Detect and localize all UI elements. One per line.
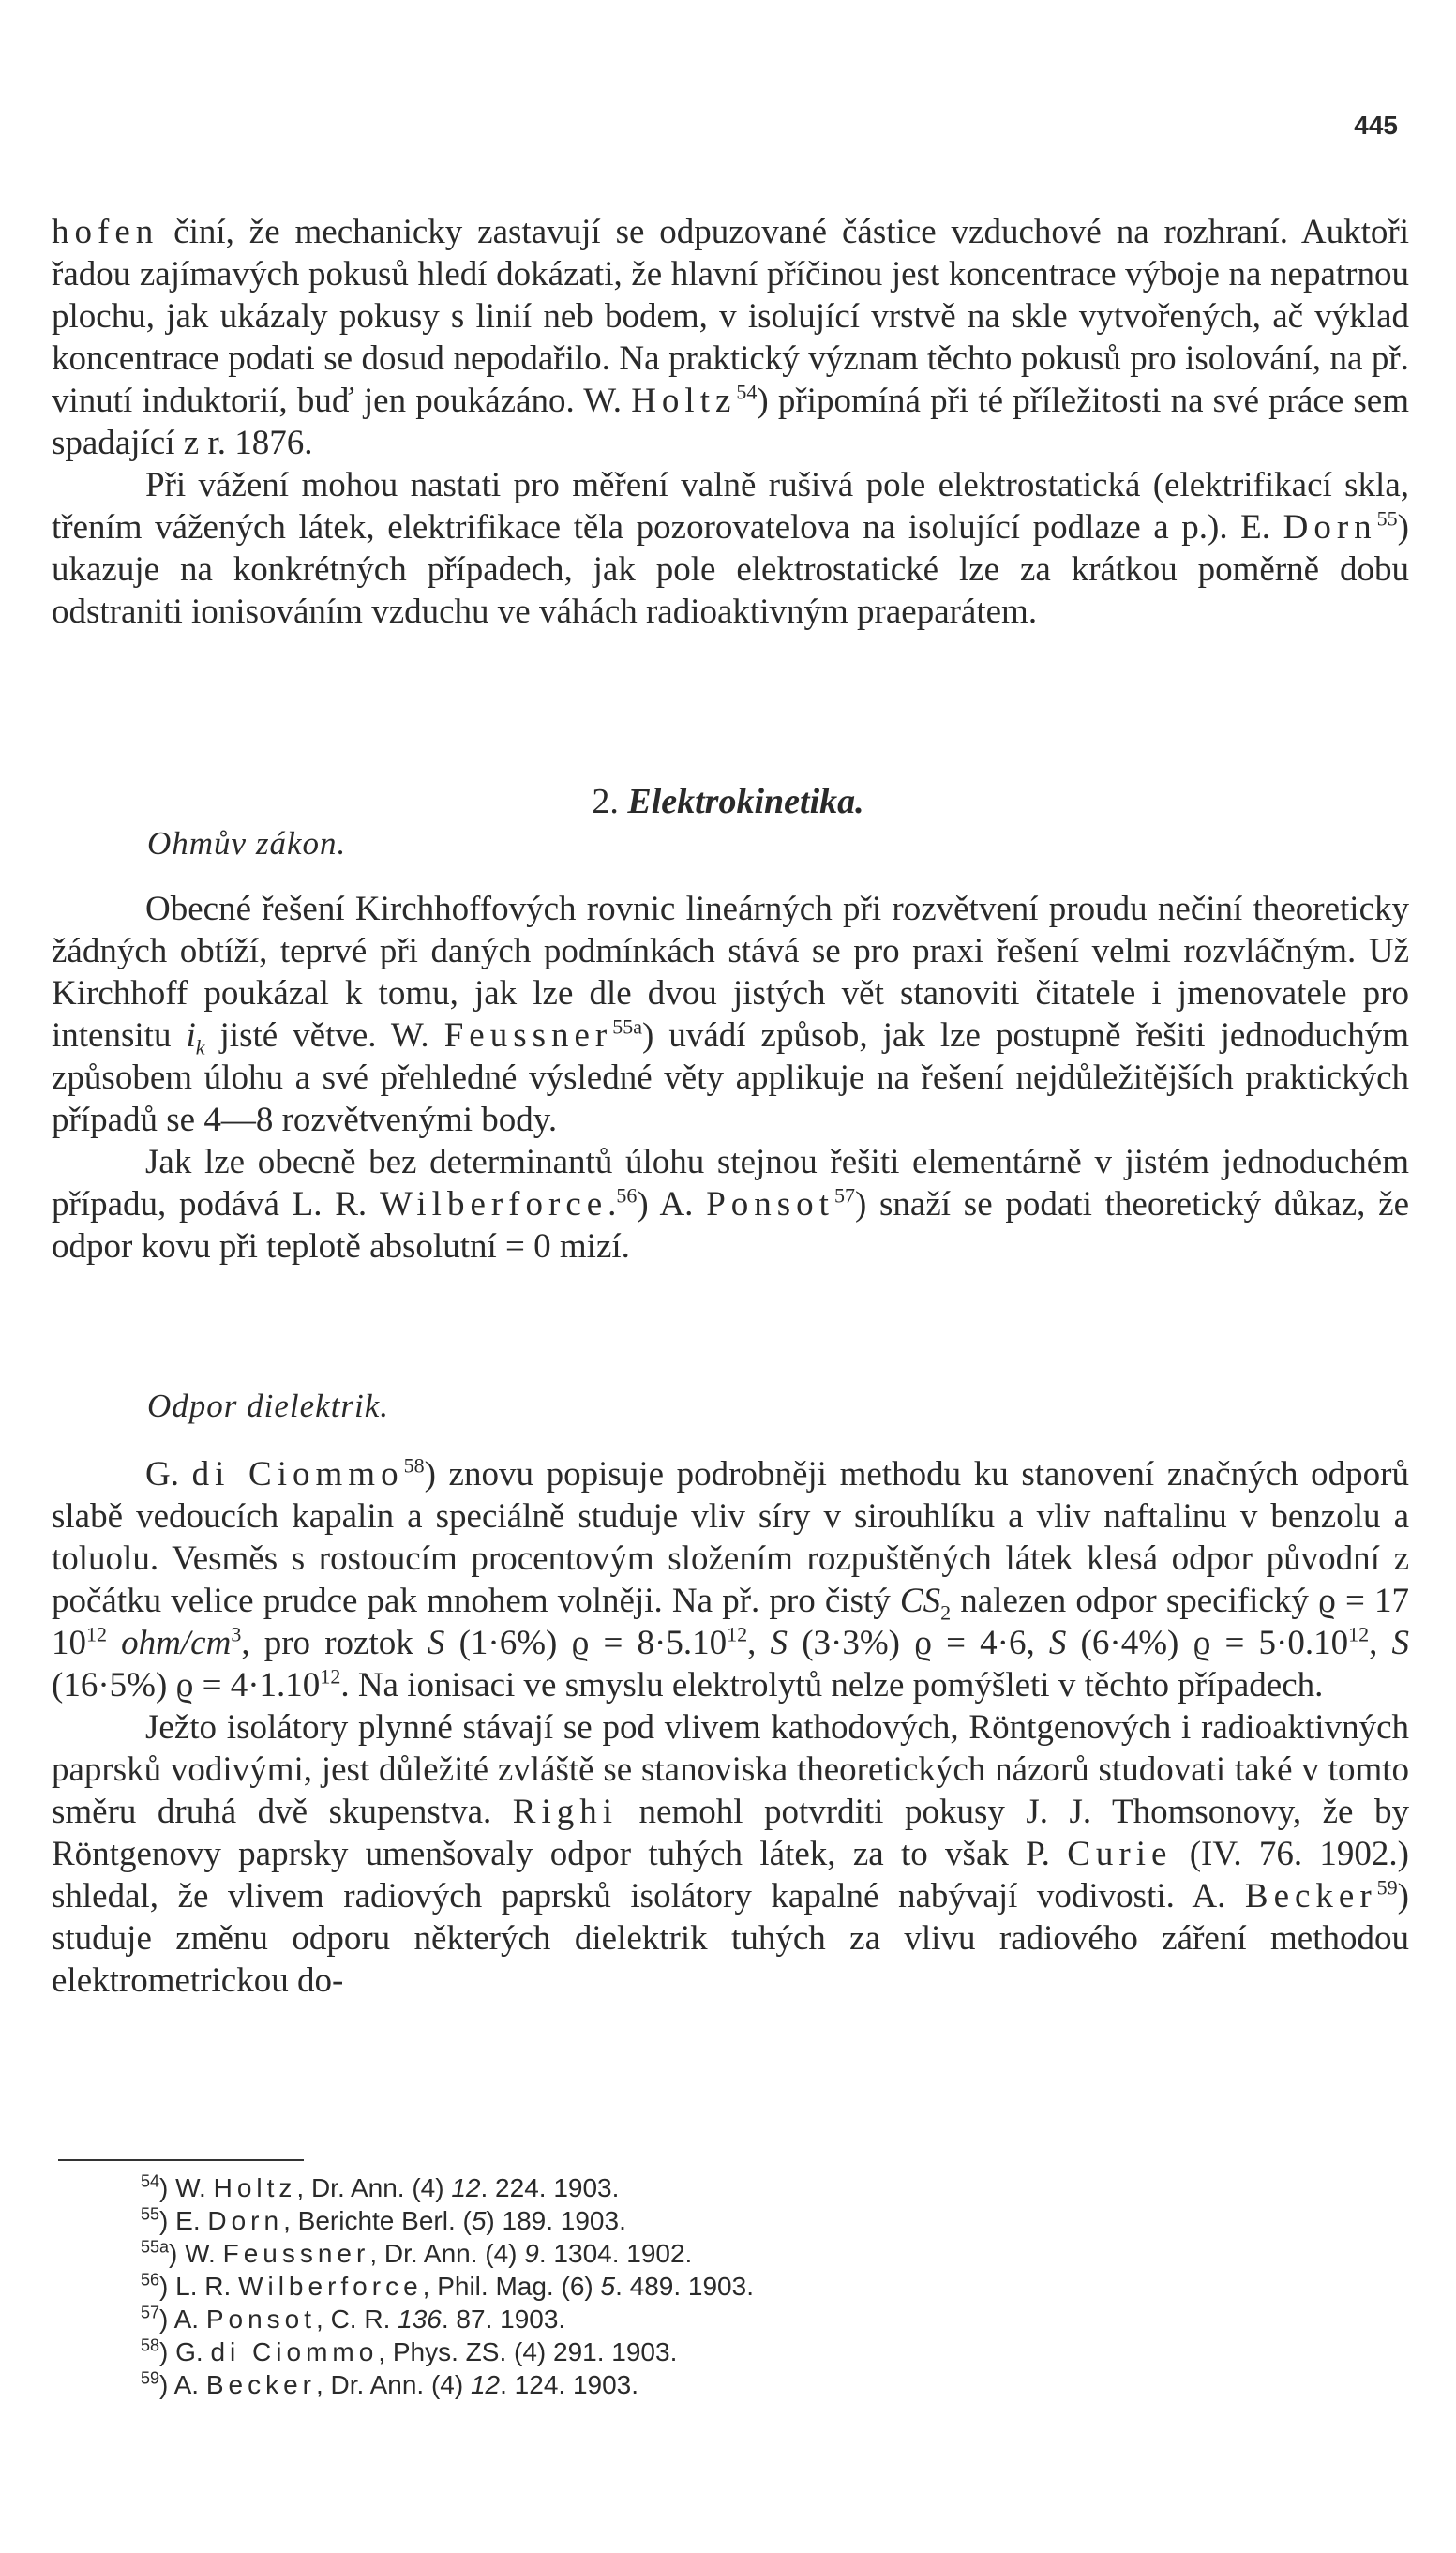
text-run: ) snaží se podati theoretický důkaz, že odpor kovu při teplotě absolutní = 0 mizí. <box>52 1185 1410 1266</box>
math-symbol: S <box>427 1624 445 1662</box>
math-subscript: 2 <box>940 1600 952 1625</box>
footnote-item: $^{57}$) A. Ponsot, C. R. 136. 87. 1903. <box>141 2303 566 2334</box>
exponent: 12 <box>727 1622 748 1646</box>
text-run: (16·5%) ϱ = 4·1.10 <box>52 1666 321 1705</box>
text-run: (IV. 76. 1902.) shledal, že vlivem radiových paprsků isolátory kapalné nabývají vodivosti. A. <box>52 1835 1409 1915</box>
footnote-author: Dorn <box>207 2206 284 2235</box>
footnote-text: , Dr. Ann. (4) <box>369 2239 525 2268</box>
text-run: ) A. <box>637 1185 707 1224</box>
footnote-text: . 124. 1903. <box>500 2370 639 2399</box>
footnote-ref: 54 <box>736 380 758 404</box>
text-run: , <box>1369 1624 1392 1662</box>
footnote-mark: 59 <box>141 2368 160 2388</box>
footnote-ref: 55 <box>1376 506 1398 531</box>
author-name: Righi <box>512 1793 619 1831</box>
author-name: Feussner <box>443 1016 613 1055</box>
footnote-item: $^{55a}$) W. Feussner, Dr. Ann. (4) 9. 1304. 1902. <box>141 2237 693 2268</box>
text-run: G. <box>145 1455 192 1494</box>
text-run: nalezen odpor specifický ϱ = 17 10 <box>52 1582 1409 1662</box>
footnote-mark: 55a <box>141 2237 170 2257</box>
footnote-volume: 9 <box>524 2239 539 2268</box>
text-run: činí, že mechanicky zastavují se odpuzované částice vzduchové na rozhraní. Auktoři řadou zajímavých pokusů hledí dokázati, že hlavní příčinou jest koncentrace výboje na nepatrnou plochu, jak ukázaly pokusy s linií neb bodem, v isolující vrstvě na skle vytvořených, ač výklad koncentrace podati se dosud nepodařilo. Na praktický význam těchto pokusů pro isolování, na př. vinutí induktorií, buď jen poukázáno. W. <box>52 213 1409 420</box>
exponent: 12 <box>320 1664 341 1689</box>
section-title: Elektrokinetika. <box>627 782 864 821</box>
footnote-author: Feussner <box>222 2239 370 2268</box>
text-run: Obecné řešení Kirchhoffových rovnic lineárných při rozvětvení proudu nečiní theoreticky žádných obtíží, teprvé při daných podmínkách stává se pro praxi řešení velmi rozvláčným. Už Kirchhoff poukázal k tomu, jak lze dle dvou jistých vět stanoviti čitatele i jmenovatele pro intensitu <box>52 890 1409 1055</box>
section-heading <box>0 781 1456 822</box>
text-run: (6·4%) ϱ = 5·0.10 <box>1066 1624 1349 1662</box>
author-name: Wilberforce <box>379 1185 608 1224</box>
footnote-item: $^{55}$) E. Dorn, Berichte Berl. (5) 189. 1903. <box>141 2204 626 2235</box>
dielectric-text-block <box>52 1453 1409 2002</box>
footnote-author: Holtz <box>213 2173 297 2202</box>
footnote-mark: 54 <box>141 2171 160 2191</box>
subsection-heading-dielectric: Odpor dielektrik. <box>147 1388 390 1424</box>
footnote-initial: L. R. <box>175 2272 232 2301</box>
formula: CS <box>899 1582 941 1620</box>
text-run: . <box>608 1185 617 1224</box>
page-number: 445 <box>1354 111 1398 140</box>
footnote-author: Ponsot <box>205 2305 317 2334</box>
exponent: 12 <box>1348 1622 1370 1646</box>
text-run: (1·6%) ϱ = 8·5.10 <box>444 1624 728 1662</box>
footnote-mark: 58 <box>141 2335 160 2355</box>
author-name: Holtz <box>631 382 737 420</box>
text-run: (3·3%) ϱ = 4·6, <box>788 1624 1049 1662</box>
intro-paragraph-1 <box>52 211 1409 464</box>
footnote-text: , Phil. Mag. (6) <box>422 2272 601 2301</box>
author-name: Becker <box>1244 1877 1377 1915</box>
footnote-author: Wilberforce <box>238 2272 423 2301</box>
footnote-ref: 58 <box>403 1453 425 1478</box>
footnote-ref: 57 <box>833 1183 855 1208</box>
section-number: 2. <box>592 782 619 821</box>
footnote-initial: W. <box>185 2239 216 2268</box>
author-name: Curie <box>1067 1835 1173 1873</box>
footnote-author: di Ciommo <box>210 2337 379 2366</box>
text-run: . Na ionisaci ve smyslu elektrolytů nelze pomýšleti v těchto případech. <box>340 1666 1324 1705</box>
math-symbol: S <box>770 1624 788 1662</box>
text-run: ) připomíná při té příležitosti na své práce sem spadající z r. 1876. <box>52 382 1409 462</box>
author-name: Dorn <box>1283 508 1377 547</box>
intro-paragraph-2 <box>52 464 1409 633</box>
footnote-author: Becker <box>205 2370 316 2399</box>
footnote-item: $^{58}$) G. di Ciommo, Phys. ZS. (4) 291. 1903. <box>141 2335 678 2366</box>
math-symbol: i <box>186 1016 196 1055</box>
footnote-text: . 1304. 1902. <box>538 2239 693 2268</box>
text-run: , <box>747 1624 771 1662</box>
text-run: Jak lze obecně bez determinantů úlohu stejnou řešiti elementárně v jistém jednoduchém případu, podává L. R. <box>52 1143 1409 1224</box>
text-run: ) ukazuje na konkrétných případech, jak pole elektrostatické lze za krátkou poměrně dobu odstraniti ionisováním vzduchu ve váhách radioaktivným praeparátem. <box>52 508 1409 631</box>
text-run: Při vážení mohou nastati pro měření valně rušivá pole elektrostatická (elektrifikací skla, třením vážených látek, elektrifikace těla pozorovatelova na isolující podlaze a p.). E. <box>52 466 1409 547</box>
footnote-text: . 224. 1903. <box>480 2173 620 2202</box>
math-subscript: k <box>195 1035 205 1059</box>
math-symbol: S <box>1048 1624 1067 1662</box>
footnote-initial: G. <box>175 2337 203 2366</box>
footnote-text: , Phys. ZS. (4) 291. 1903. <box>378 2337 678 2366</box>
footnote-text: , Berichte Berl. ( <box>283 2206 472 2235</box>
footnote-text: , Dr. Ann. (4) <box>296 2173 452 2202</box>
footnote-list <box>141 2171 1266 2401</box>
ohm-text-block <box>52 888 1409 1268</box>
text-run: ) uvádí způsob, jak lze postupně řešiti jednoduchým způsobem úlohu a své přehledné výsledné věty applikuje na řešení nejdůležitějších praktických případů se 4—8 rozvětvenými body. <box>52 1016 1409 1139</box>
author-name: Ponsot <box>706 1185 834 1224</box>
text-run: jisté větve. W. <box>204 1016 444 1055</box>
footnote-ref: 59 <box>1376 1875 1398 1900</box>
footnote-ref: 55a <box>612 1014 642 1039</box>
footnote-mark: 57 <box>141 2303 160 2322</box>
footnote-text: ) 189. 1903. <box>486 2206 626 2235</box>
footnote-text: . 489. 1903. <box>615 2272 754 2301</box>
footnote-item: $^{59}$) A. Becker, Dr. Ann. (4) 12. 124. 1903. <box>141 2368 639 2399</box>
text-run: ) znovu popisuje podrobněji methodu ku stanovení značných odporů slabě vedoucích kapalin a speciálně studuje vliv síry v sirouhlíku a vliv naftalinu v benzolu a toluolu. Vesměs s rostoucím procentovým složením rozpuštěných látek klesá odpor původní z počátku velice prudce pak mnohem volněji. Na př. pro čistý <box>52 1455 1409 1620</box>
math-symbol: S <box>1391 1624 1410 1662</box>
footnote-initial: E. <box>175 2206 201 2235</box>
footnote-volume: 12 <box>451 2173 481 2202</box>
dielectric-paragraph-1 <box>52 1453 1409 1706</box>
footnote-mark: 56 <box>141 2270 160 2290</box>
text-run: Ježto isolátory plynné stávají se pod vlivem kathodových, Röntgenových i radioaktivných paprsků vodivými, jest důležité zvláště se stanoviska theoretických názorů studovati také v tomto směru druhá dvě skupenstva. <box>52 1708 1409 1831</box>
footnote-volume: 12 <box>470 2370 501 2399</box>
footnote-volume: 5 <box>471 2206 487 2235</box>
footnote-text: , C. R. <box>316 2305 398 2334</box>
footnote-ref: 56 <box>616 1183 638 1208</box>
author-name: di Ciommo <box>191 1455 404 1494</box>
subsection-heading-ohm: Ohmův zákon. <box>147 825 347 862</box>
dielectric-paragraph-2 <box>52 1706 1409 2002</box>
ohm-paragraph-1 <box>52 888 1409 1141</box>
ohm-paragraph-2 <box>52 1141 1409 1268</box>
footnote-initial: A. <box>173 2305 200 2334</box>
footnote-initial: W. <box>175 2173 206 2202</box>
footnote-item: $^{56}$) L. R. Wilberforce, Phil. Mag. (6) 5. 489. 1903. <box>141 2270 754 2301</box>
exponent: 12 <box>86 1622 107 1646</box>
footnote-initial: A. <box>173 2370 200 2399</box>
footnote-text: , Dr. Ann. (4) <box>316 2370 471 2399</box>
footnote-mark: 55 <box>141 2204 160 2224</box>
text-run: ) studuje změnu odporu některých dielektrik tuhých za vlivu radiového záření methodou elektrometrickou do- <box>52 1877 1409 2000</box>
unit: ohm/cm <box>121 1624 232 1662</box>
footnote-volume: 5 <box>600 2272 616 2301</box>
footnote-text: . 87. 1903. <box>441 2305 566 2334</box>
footnote-divider <box>58 2159 304 2161</box>
footnote-item: $^{54}$) W. Holtz, Dr. Ann. (4) 12. 224. 1903. <box>141 2171 620 2202</box>
exponent: 3 <box>231 1622 242 1646</box>
intro-text-block <box>52 211 1409 633</box>
text-run: nemohl potvrditi pokusy J. J. Thomsonovy, že by Röntgenovy paprsky umenšovaly odpor tuhých látek, za to však P. <box>52 1793 1409 1873</box>
text-run: hofen <box>52 213 159 251</box>
text-run: , pro roztok <box>241 1624 428 1662</box>
footnote-volume: 136 <box>398 2305 442 2334</box>
